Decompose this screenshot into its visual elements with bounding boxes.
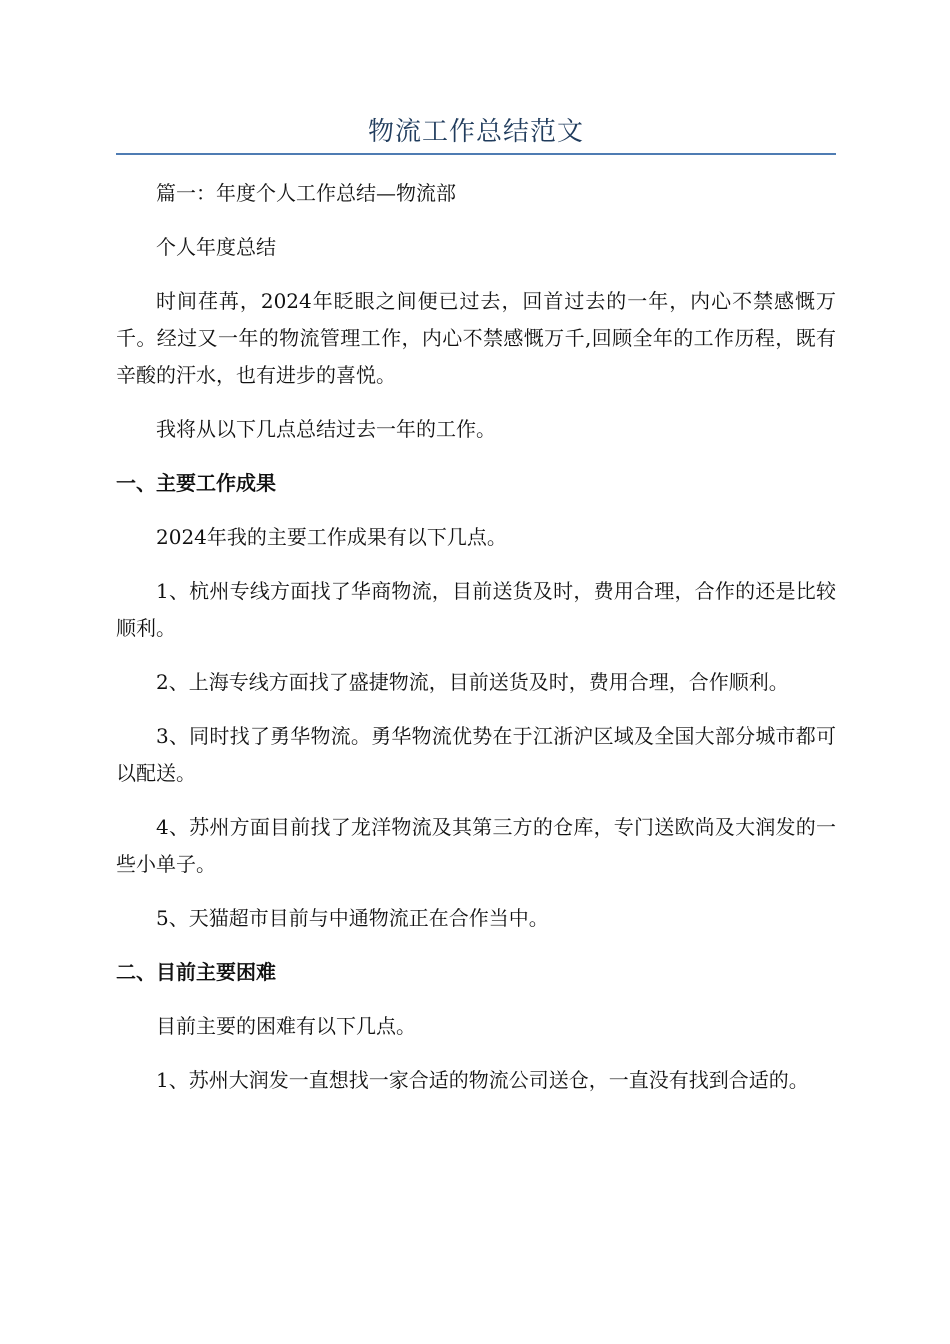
section-heading: 一、主要工作成果 — [116, 471, 276, 495]
title-underline — [116, 153, 836, 155]
paragraph: 篇一：年度个人工作总结—物流部 — [156, 181, 456, 205]
list-item: 1、苏州大润发一直想找一家合适的物流公司送仓，一直没有找到合适的。 — [156, 1068, 809, 1092]
paragraph: 2024年我的主要工作成果有以下几点。 — [156, 525, 507, 549]
paragraph: 我将从以下几点总结过去一年的工作。 — [156, 417, 496, 441]
list-item: 2、上海专线方面找了盛捷物流，目前送货及时，费用合理，合作顺利。 — [156, 670, 789, 694]
paragraph: 目前主要的困难有以下几点。 — [156, 1014, 416, 1038]
list-item: 3、同时找了勇华物流。勇华物流优势在于江浙沪区域及全国大部分城市都可以配送。 — [116, 724, 836, 785]
paragraph: 时间荏苒，2024年眨眼之间便已过去，回首过去的一年，内心不禁感慨万千。经过又一年的物流管理工作，内心不禁感慨万千,回顾全年的工作历程，既有辛酸的汗水，也有进步的喜悦。 — [116, 289, 836, 387]
document-title: 物流工作总结范文 — [367, 117, 584, 147]
list-item: 4、苏州方面目前找了龙洋物流及其第三方的仓库，专门送欧尚及大润发的一些小单子。 — [116, 815, 836, 876]
list-item: 1、杭州专线方面找了华商物流，目前送货及时，费用合理，合作的还是比较顺利。 — [116, 579, 836, 640]
list-item: 5、天猫超市目前与中通物流正在合作当中。 — [156, 906, 549, 930]
paragraph: 个人年度总结 — [156, 235, 276, 259]
document-body — [116, 175, 836, 1116]
section-heading: 二、目前主要困难 — [116, 960, 276, 984]
